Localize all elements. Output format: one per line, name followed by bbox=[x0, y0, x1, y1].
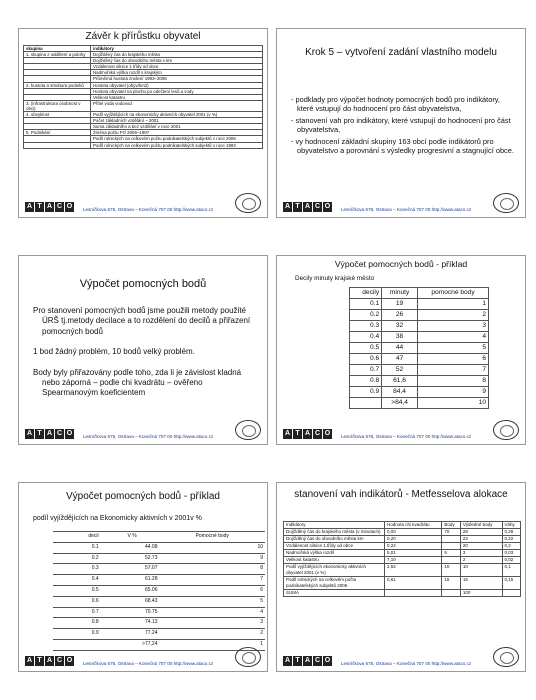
table-cell: 0.3 bbox=[350, 321, 382, 332]
table-cell: 0.9 bbox=[350, 387, 382, 398]
table-cell: 4. obvyklost bbox=[24, 112, 91, 118]
table-row bbox=[350, 387, 489, 398]
table-cell: 3 bbox=[460, 550, 502, 557]
table-cell: 8 bbox=[418, 376, 489, 387]
table-cell: 0.9 bbox=[53, 629, 105, 640]
ataco-logo: A T A C O bbox=[284, 203, 331, 210]
seal-icon bbox=[235, 647, 261, 667]
table-cell: Velikost katastru bbox=[91, 94, 263, 100]
table-cell: 74.13 bbox=[105, 618, 160, 629]
footer-address: Lesníčkova 676, Ostrava – Konečná 707 00 http://www.ataco.cz bbox=[83, 661, 214, 666]
table-cell: Nadmořská výška rozdíl s krajským bbox=[91, 70, 263, 76]
slide-4 bbox=[276, 255, 526, 445]
table-cell: Podíl vyjíždějících ekonomicky aktivních obyvatel 2001 (v %) bbox=[284, 564, 385, 577]
footer bbox=[19, 195, 267, 215]
table-cell: 6 bbox=[160, 585, 266, 596]
table-cell: Dojížděný čas do krajského města (v minutach) bbox=[284, 529, 385, 536]
table-cell: 0,28 bbox=[502, 529, 520, 536]
table-cell: 0.4 bbox=[350, 332, 382, 343]
table-cell: 5,01 bbox=[385, 550, 442, 557]
table-cell: 10 bbox=[442, 564, 460, 577]
table-cell: 5 bbox=[160, 596, 266, 607]
table-cell: 0.4 bbox=[53, 575, 105, 586]
table-row bbox=[350, 310, 489, 321]
table-cell bbox=[442, 557, 460, 564]
table-cell: Dojížděný čas do krajského města bbox=[91, 52, 263, 58]
table-cell: 3. (infrastruktura osobnost v obci) bbox=[24, 100, 91, 111]
table-cell: Průměrná hustota zrušení 1993–2006 bbox=[91, 76, 263, 82]
table-cell: Dojížděný čas do obvodního města km bbox=[284, 536, 385, 543]
footer bbox=[19, 649, 267, 669]
slide-title: Závěr k přírůstku obyvatel bbox=[85, 31, 201, 42]
table-cell: 2. hustota a struktura podniků bbox=[24, 82, 91, 88]
table-cell: >84,4 bbox=[382, 398, 418, 409]
table-cell: Změna počtu FO 2006–1997 bbox=[91, 130, 263, 136]
table-cell: 0.7 bbox=[350, 365, 382, 376]
table-cell: 5 bbox=[418, 343, 489, 354]
table-cell: Vzdálenost silnice 1 třídy od obce bbox=[91, 64, 263, 70]
seal-icon bbox=[235, 420, 261, 440]
table-cell bbox=[442, 536, 460, 543]
table-cell: 2 bbox=[418, 310, 489, 321]
table-row bbox=[53, 596, 265, 607]
slide-title: stanovení vah indikátorů - Metfesselova alokace bbox=[294, 489, 508, 500]
table-cell: 0,15 bbox=[502, 577, 520, 590]
table-cell: 2,52 bbox=[385, 564, 442, 577]
table-cell: 0.5 bbox=[350, 343, 382, 354]
table-row bbox=[350, 376, 489, 387]
table-cell: Dojížděný čas do obvodního města v km bbox=[91, 58, 263, 64]
paragraphs bbox=[33, 306, 255, 409]
table-cell: 3 bbox=[418, 321, 489, 332]
table-cell: 1 bbox=[160, 639, 266, 650]
table-cell: 0.2 bbox=[350, 310, 382, 321]
table-row bbox=[53, 629, 265, 640]
table-header: pomocné body bbox=[418, 288, 489, 299]
table-cell: 0.1 bbox=[350, 299, 382, 310]
table-cell: 28 bbox=[460, 529, 502, 536]
table-cell: 52.73 bbox=[105, 553, 160, 564]
table-cell: 4 bbox=[418, 332, 489, 343]
table-cell: 10 bbox=[160, 542, 266, 553]
table-cell: 9 bbox=[160, 553, 266, 564]
table-header: V % bbox=[105, 532, 160, 543]
table-cell: 0.7 bbox=[53, 607, 105, 618]
table-cell: Velikost katastru bbox=[284, 557, 385, 564]
ataco-logo: A T A C O bbox=[26, 430, 73, 437]
table-cell: 84,4 bbox=[382, 387, 418, 398]
table-cell: Hustota obyvatel (obyv/km2) bbox=[91, 82, 263, 88]
slide-subtitle: podíl vyjíždějících na Ekonomicky aktivních v 2001v % bbox=[33, 515, 202, 522]
table-cell: 61.28 bbox=[105, 575, 160, 586]
table-row bbox=[53, 575, 265, 586]
bullet-item: - stanovení vah pro indikátory, které vstupují do hodnocení pro část obyvatelstva, bbox=[291, 116, 511, 134]
footer-address: Lesníčkova 676, Ostrava – Konečná 707 00 http://www.ataco.cz bbox=[341, 207, 472, 212]
table-cell: 10 bbox=[418, 398, 489, 409]
slide-title: Výpočet pomocných bodů bbox=[79, 278, 207, 290]
table-cell: Hustota obyvatel na plochu po odečtení lesů a vody bbox=[91, 88, 263, 94]
table-cell: 6 bbox=[418, 354, 489, 365]
slide-6 bbox=[276, 482, 526, 672]
table-row bbox=[53, 542, 265, 553]
decile-table bbox=[349, 287, 489, 409]
footer-address: Lesníčkova 676, Ostrava – Konečná 707 00 http://www.ataco.cz bbox=[83, 434, 214, 439]
slide-5 bbox=[18, 482, 268, 672]
table-cell: 0,00 bbox=[385, 529, 442, 536]
table-cell: Přítel voda vodovod bbox=[91, 100, 263, 111]
table-cell: 3 bbox=[160, 618, 266, 629]
table-row bbox=[53, 553, 265, 564]
table-row bbox=[284, 550, 521, 557]
table-cell: 100 bbox=[460, 590, 502, 597]
slide-title: Výpočet pomocných bodů - příklad bbox=[66, 491, 220, 502]
table-cell: Podíl vyjíždějících na ekonomicky aktivních obyvatel 2001 (v %) bbox=[91, 112, 263, 118]
table-header: Výsledné body bbox=[460, 522, 502, 529]
footer bbox=[277, 649, 525, 669]
table-cell: 2 bbox=[460, 557, 502, 564]
seal-icon bbox=[493, 420, 519, 440]
bullet-item: - podklady pro výpočet hodnoty pomocných bodů pro indikátory, které vstupují do hodnocení pro část obyvatelstva, bbox=[291, 95, 500, 113]
table-row bbox=[350, 332, 489, 343]
table-cell: Podíl rolnických na celkovém počtu podnikatelských subjektů 2006 bbox=[284, 577, 385, 590]
table-row bbox=[53, 618, 265, 629]
table-cell: 22 bbox=[460, 536, 502, 543]
table-row bbox=[284, 529, 521, 536]
table-cell: >77,24 bbox=[105, 639, 160, 650]
bullet-item: - vy hodnocení základní skupiny 163 obcí podle indikátorů pro obyvatelstvo a porovnání s výsledky progresivní a stagnující obce. bbox=[291, 137, 514, 155]
table-cell: 26 bbox=[382, 310, 418, 321]
paragraph: 1 bod žádný problém, 10 bodů velký problém. bbox=[33, 347, 195, 357]
slide-subtitle: Decily minuty krajské město bbox=[295, 275, 375, 282]
table-cell: 7 bbox=[418, 365, 489, 376]
table-cell: 0,03 bbox=[502, 550, 520, 557]
table-row bbox=[350, 321, 489, 332]
table-cell bbox=[385, 590, 442, 597]
table-row bbox=[350, 299, 489, 310]
table-cell: 52 bbox=[382, 365, 418, 376]
table-cell: 44 bbox=[382, 343, 418, 354]
ataco-logo: A T A C O bbox=[26, 657, 73, 664]
slide-3 bbox=[18, 255, 268, 445]
table-row bbox=[284, 557, 521, 564]
table-cell: 0.2 bbox=[53, 553, 105, 564]
slide-title: Výpočet pomocných bodů - příklad bbox=[334, 259, 468, 269]
table-cell: Vzdálenost silnice 1.třídy od obce bbox=[284, 543, 385, 550]
table-cell: 0,22 bbox=[385, 543, 442, 550]
table-cell bbox=[442, 543, 460, 550]
table-header: decil bbox=[53, 532, 105, 543]
table-cell: 68.43 bbox=[105, 596, 160, 607]
paragraph: Body byly přiřazovány podle toho, zda li je závislost kladná nebo záporná – podle chi kvadrátu – ověřeno Spearmanovým koeficientem bbox=[33, 367, 242, 398]
slide-1 bbox=[18, 28, 268, 218]
footer-address: Lesníčkova 676, Ostrava – Konečná 707 00 http://www.ataco.cz bbox=[341, 434, 472, 439]
table-cell: Nadmořská výška rozdíl bbox=[284, 550, 385, 557]
table-cell bbox=[24, 142, 91, 148]
table-row bbox=[284, 577, 521, 590]
table-cell: 19 bbox=[382, 299, 418, 310]
seal-icon bbox=[493, 647, 519, 667]
table-cell: 0,22 bbox=[502, 536, 520, 543]
table-header: decily bbox=[350, 288, 382, 299]
table-cell: 70.75 bbox=[105, 607, 160, 618]
slide-title: Krok 5 – vytvoření zadání vlastního modelu bbox=[305, 47, 497, 58]
table-cell: 0.6 bbox=[53, 596, 105, 607]
paragraph: Pro stanovení pomocných bodů jsme použili metody použité ÚRŠ tj.metody decilace a to rozdělení do decilů a přiřazení pomocných bodů bbox=[33, 306, 251, 336]
table-cell bbox=[350, 398, 382, 409]
table-cell: 0,1 bbox=[502, 564, 520, 577]
table-cell: 0.6 bbox=[350, 354, 382, 365]
table-row bbox=[24, 142, 263, 148]
table-cell: 1 bbox=[418, 299, 489, 310]
seal-icon bbox=[493, 193, 519, 213]
table-cell: 38 bbox=[382, 332, 418, 343]
table-row bbox=[350, 354, 489, 365]
table-cell: 61,6 bbox=[382, 376, 418, 387]
table-row bbox=[350, 365, 489, 376]
indicator-table bbox=[23, 45, 263, 149]
table-row bbox=[284, 564, 521, 577]
table-cell: 32 bbox=[382, 321, 418, 332]
table-cell: 8 bbox=[160, 564, 266, 575]
footer bbox=[277, 422, 525, 442]
table-header: Váhy bbox=[502, 522, 520, 529]
table-cell: 7,10 bbox=[385, 557, 442, 564]
table-cell: 4 bbox=[160, 607, 266, 618]
table-header: indikátory bbox=[91, 46, 263, 52]
table-cell: 57.07 bbox=[105, 564, 160, 575]
table-row bbox=[284, 536, 521, 543]
table-cell: 9 bbox=[418, 387, 489, 398]
table-cell: 0,2 bbox=[502, 543, 520, 550]
footer-address: Lesníčkova 676, Ostrava – Konečná 707 00 http://www.ataco.cz bbox=[83, 207, 214, 212]
table-cell: Podíl rolnických na celkovém počtu podnikatelských subjektů v roce 1993 bbox=[91, 142, 263, 148]
table-cell: 5. Podnikání bbox=[24, 130, 91, 136]
table-cell bbox=[502, 590, 520, 597]
table-row bbox=[284, 590, 521, 597]
table-cell bbox=[442, 590, 460, 597]
table-cell: 0.3 bbox=[53, 564, 105, 575]
table-cell: Suma základního a bez vzdělání v roce 2001 bbox=[91, 124, 263, 130]
footer bbox=[277, 195, 525, 215]
table-cell: 0.8 bbox=[53, 618, 105, 629]
table-cell: 77.24 bbox=[105, 629, 160, 640]
table-cell: 15 bbox=[442, 577, 460, 590]
table-cell: 0.5 bbox=[53, 585, 105, 596]
slide-2 bbox=[276, 28, 526, 218]
table-cell: 10 bbox=[460, 564, 502, 577]
table-cell: 44.08 bbox=[105, 542, 160, 553]
table-cell: 15 bbox=[460, 577, 502, 590]
ataco-logo: A T A C O bbox=[26, 203, 73, 210]
table-header: Indikátory bbox=[284, 522, 385, 529]
ataco-logo: A T A C O bbox=[284, 657, 331, 664]
table-cell: 0,02 bbox=[502, 557, 520, 564]
table-row bbox=[53, 585, 265, 596]
footer bbox=[19, 422, 267, 442]
table-header: skupina bbox=[24, 46, 91, 52]
table-row bbox=[53, 564, 265, 575]
table-cell: 47 bbox=[382, 354, 418, 365]
table-header: Body bbox=[442, 522, 460, 529]
table-row bbox=[350, 398, 489, 409]
table-cell: SUMA bbox=[284, 590, 385, 597]
table-cell: Podíl rolnických na celkovém počtu podnikatelských subjektů v roce 2006 bbox=[91, 136, 263, 142]
table-cell: 1. skupina z oddělení a polohy bbox=[24, 52, 91, 58]
table-row bbox=[350, 343, 489, 354]
seal-icon bbox=[235, 193, 261, 213]
table-row bbox=[53, 607, 265, 618]
table-cell: 65.06 bbox=[105, 585, 160, 596]
table-cell: 20 bbox=[460, 543, 502, 550]
ataco-logo: A T A C O bbox=[284, 430, 331, 437]
table-header: Pomocné body bbox=[160, 532, 266, 543]
table-cell: 5 bbox=[442, 550, 460, 557]
table-cell: 2 bbox=[160, 629, 266, 640]
weights-table bbox=[283, 521, 521, 597]
table-row bbox=[24, 100, 263, 111]
table-header: Hodnota chi kvadrátu bbox=[385, 522, 442, 529]
footer-address: Lesníčkova 676, Ostrava – Konečná 707 00 http://www.ataco.cz bbox=[341, 661, 472, 666]
table-cell: 0.8 bbox=[350, 376, 382, 387]
table-cell: 7 bbox=[160, 575, 266, 586]
decile-table bbox=[53, 531, 265, 651]
table-cell: Počet základních vzdělání – 2001 bbox=[91, 118, 263, 124]
table-cell: 0.1 bbox=[53, 542, 105, 553]
table-header: minuty bbox=[382, 288, 418, 299]
table-row bbox=[284, 543, 521, 550]
bullet-list bbox=[287, 95, 515, 158]
table-cell: 0,20 bbox=[385, 536, 442, 543]
table-cell: 70 bbox=[442, 529, 460, 536]
table-cell: 0,61 bbox=[385, 577, 442, 590]
